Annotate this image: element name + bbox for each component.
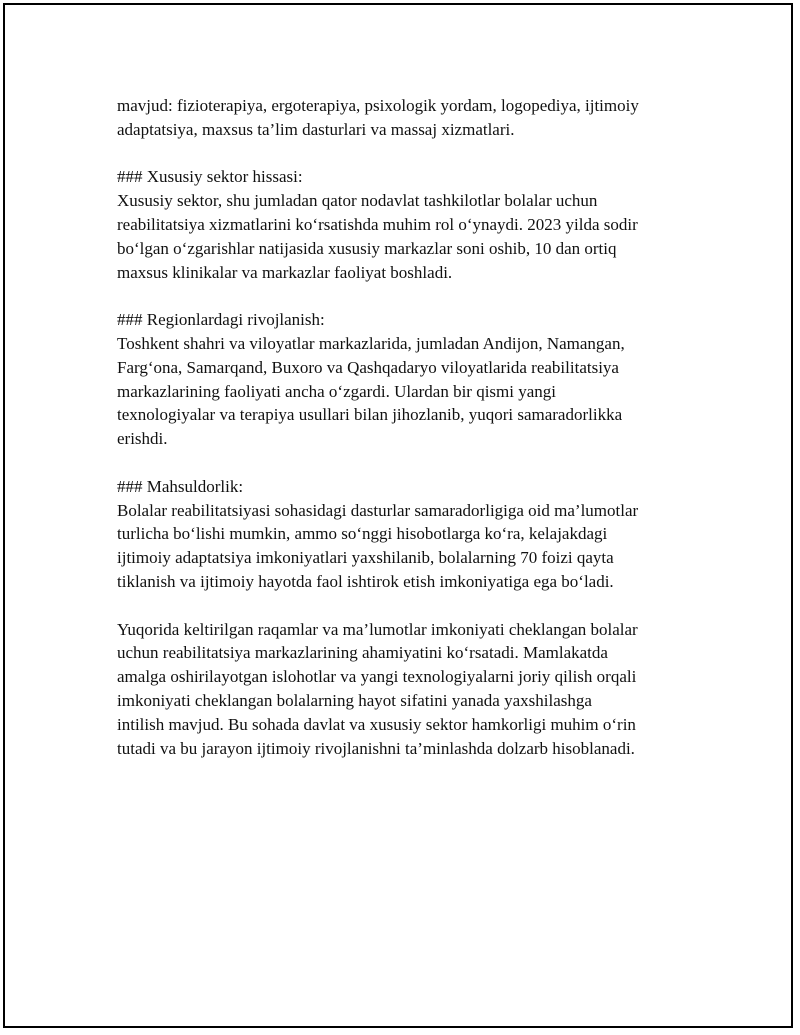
section-heading: ### Regionlardagi rivojlanish: — [117, 310, 325, 330]
text-line: adaptatsiya, maxsus ta’lim dasturlari va massaj xizmatlari. — [117, 119, 515, 139]
text-line: Farg‘ona, Samarqand, Buxoro va Qashqadaryo viloyatlarida reabilitatsiya — [117, 357, 619, 377]
intro-paragraph — [117, 94, 697, 142]
text-line: Xususiy sektor, shu jumladan qator nodavlat tashkilotlar bolalar uchun — [117, 191, 598, 211]
section-heading: ### Mahsuldorlik: — [117, 476, 244, 496]
paragraph-gap — [117, 142, 697, 166]
text-line: turlicha bo‘lishi mumkin, ammo so‘nggi hisobotlarga ko‘ra, kelajakdagi — [117, 524, 608, 544]
text-line: intilish mavjud. Bu sohada davlat va xususiy sektor hamkorligi muhim o‘rin — [117, 714, 636, 734]
text-line: Toshkent shahri va viloyatlar markazlarida, jumladan Andijon, Namangan, — [117, 333, 625, 353]
regional-section — [117, 308, 697, 451]
text-line: amalga oshirilayotgan islohotlar va yangi texnologiyalarni joriy qilish orqali — [117, 667, 637, 687]
text-line: texnologiyalar va terapiya usullari bilan jihozlanib, yuqori samaradorlikka — [117, 405, 623, 425]
text-line: Bolalar reabilitatsiyasi sohasidagi dasturlar samaradorligiga oid ma’lumotlar — [117, 500, 639, 520]
paragraph-gap — [117, 451, 697, 475]
text-line: reabilitatsiya xizmatlarini ko‘rsatishda muhim rol o‘ynaydi. 2023 yilda sodir — [117, 214, 638, 234]
section-heading: ### Xususiy sektor hissasi: — [117, 167, 303, 187]
text-line: mavjud: fizioterapiya, ergoterapiya, psixologik yordam, logopediya, ijtimoiy — [117, 96, 639, 115]
paragraph-gap — [117, 284, 697, 308]
private-sector-section — [117, 165, 697, 284]
text-line: markazlarining faoliyati ancha o‘zgardi. Ulardan bir qismi yangi — [117, 381, 557, 401]
text-line: ijtimoiy adaptatsiya imkoniyatlari yaxshilanib, bolalarning 70 foizi qayta — [117, 548, 614, 568]
paragraph-gap — [117, 594, 697, 618]
text-line: Yuqorida keltirilgan raqamlar va ma’lumotlar imkoniyati cheklangan bolalar — [117, 619, 638, 639]
text-line: erishdi. — [117, 429, 168, 449]
text-line: imkoniyati cheklangan bolalarning hayot sifatini yanada yaxshilashga — [117, 690, 592, 710]
document-body — [117, 94, 697, 760]
text-line: maxsus klinikalar va markazlar faoliyat boshladi. — [117, 262, 453, 282]
productivity-section — [117, 475, 697, 594]
text-line: uchun reabilitatsiya markazlarining ahamiyatini ko‘rsatadi. Mamlakatda — [117, 643, 608, 663]
text-line: bo‘lgan o‘zgarishlar natijasida xususiy markazlar soni oshib, 10 dan ortiq — [117, 238, 617, 258]
conclusion-paragraph — [117, 618, 697, 761]
text-line: tiklanish va ijtimoiy hayotda faol ishtirok etish imkoniyatiga ega bo‘ladi. — [117, 571, 614, 591]
text-line: tutadi va bu jarayon ijtimoiy rivojlanishni ta’minlashda dolzarb hisoblanadi. — [117, 738, 635, 758]
